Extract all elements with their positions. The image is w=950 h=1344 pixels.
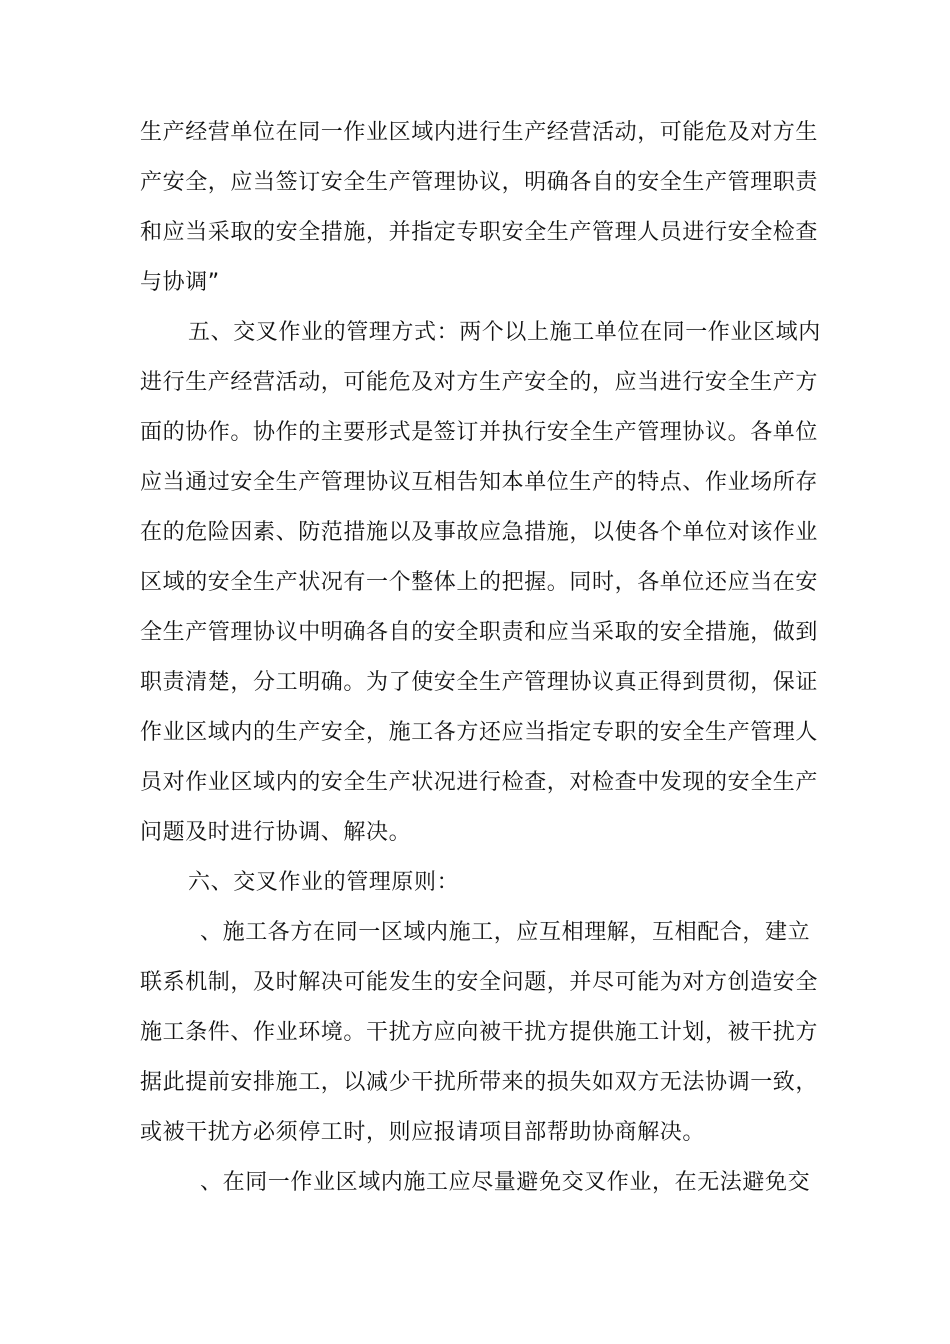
text-line: 面的协作。协作的主要形式是签订并执行安全生产管理协议。各单位 — [140, 420, 819, 445]
list-item-text: 、在同一作业区域内施工应尽量避免交叉作业，在无法避免交 — [200, 1170, 811, 1195]
text-line: 在的危险因素、防范措施以及事故应急措施，以使各个单位对该作业 — [140, 520, 819, 545]
text-line: 与协调” — [140, 270, 220, 295]
paragraph-heading: 五、交叉作业的管理方式：两个以上施工单位在同一作业区域内 — [188, 320, 821, 345]
text-line: 或被干扰方必须停工时，则应报请项目部帮助协商解决。 — [140, 1120, 706, 1145]
text-line: 全生产管理协议中明确各自的安全职责和应当采取的安全措施，做到 — [140, 620, 819, 645]
text-line: 和应当采取的安全措施，并指定专职安全生产管理人员进行安全检查 — [140, 220, 819, 245]
text-line: 作业区域内的生产安全，施工各方还应当指定专职的安全生产管理人 — [140, 720, 819, 745]
text-line: 应当通过安全生产管理协议互相告知本单位生产的特点、作业场所存 — [140, 470, 819, 495]
text-line: 职责清楚，分工明确。为了使安全生产管理协议真正得到贯彻，保证 — [140, 670, 819, 695]
text-line: 问题及时进行协调、解决。 — [140, 820, 412, 845]
text-line: 据此提前安排施工，以减少干扰所带来的损失如双方无法协调一致， — [140, 1070, 819, 1095]
text-line: 生产经营单位在同一作业区域内进行生产经营活动，可能危及对方生 — [140, 120, 819, 145]
text-line: 施工条件、作业环境。干扰方应向被干扰方提供施工计划，被干扰方 — [140, 1020, 819, 1045]
list-item-text: 、施工各方在同一区域内施工，应互相理解，互相配合，建立 — [200, 920, 811, 945]
text-line: 进行生产经营活动，可能危及对方生产安全的，应当进行安全生产方 — [140, 370, 819, 395]
text-line: 联系机制，及时解决可能发生的安全问题，并尽可能为对方创造安全 — [140, 970, 819, 995]
text-line: 区域的安全生产状况有一个整体上的把握。同时，各单位还应当在安 — [140, 570, 819, 595]
text-line: 产安全，应当签订安全生产管理协议，明确各自的安全生产管理职责 — [140, 170, 819, 195]
text-line: 员对作业区域内的安全生产状况进行检查，对检查中发现的安全生产 — [140, 770, 819, 795]
section-heading: 六、交叉作业的管理原则： — [188, 870, 460, 895]
